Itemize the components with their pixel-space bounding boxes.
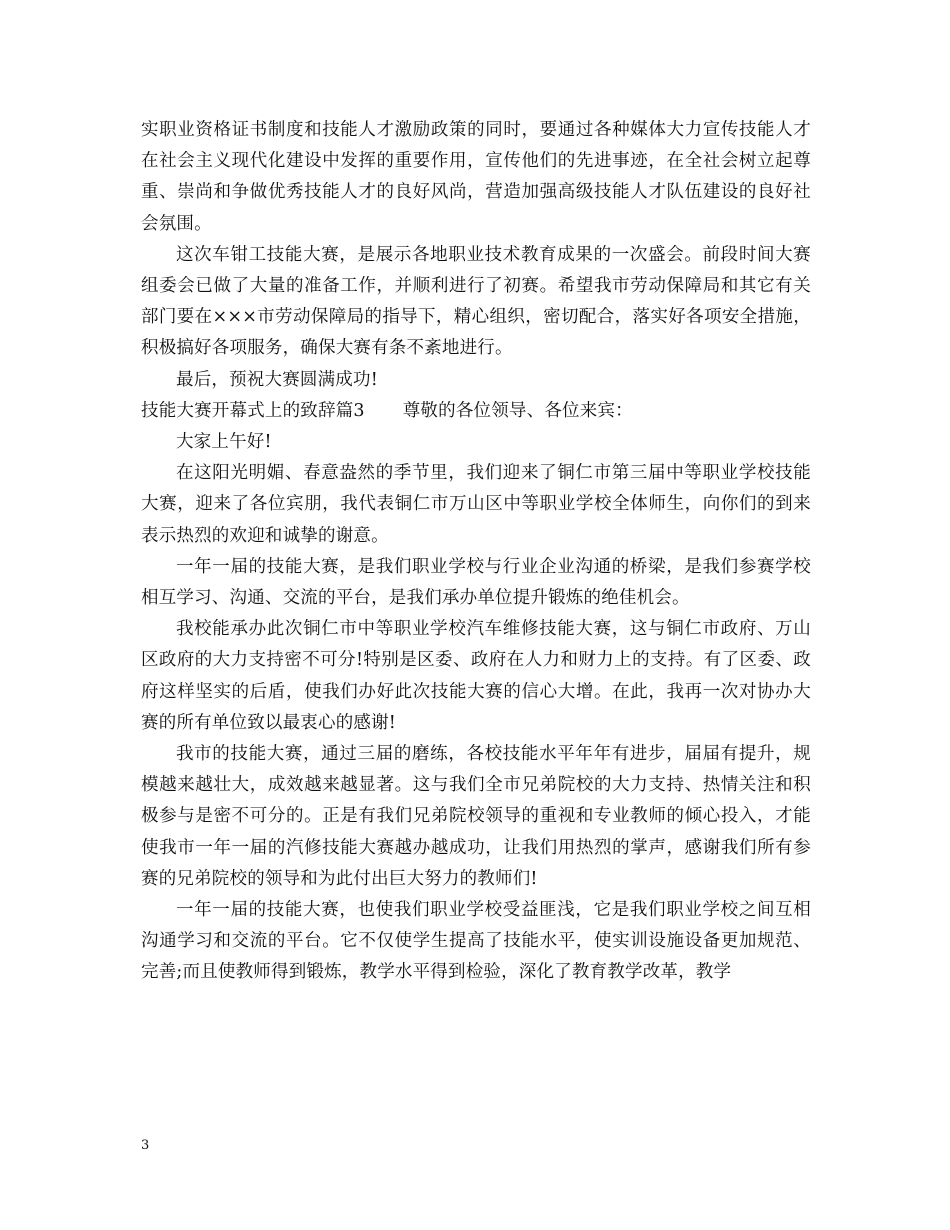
paragraph-6: 我校能承办此次铜仁市中等职业学校汽车维修技能大赛，这与铜仁市政府、万山区政府的大力支持密不可分!特别是区委、政府在人力和财力上的支持。有了区委、政府这样坚实的后盾，使我们办好此次技能大赛的信心大增。在此，我再一次对协办大赛的所有单位致以最衷心的感谢!: [141, 619, 811, 733]
paragraph-2: 这次车钳工技能大赛，是展示各地职业技术教育成果的一次盛会。前段时间大赛组委会已做了大量的准备工作，并顺利进行了初赛。希望我市劳动保障局和其它有关部门要在×××市劳动保障局的指导下，精心组织，密切配合，落实好各项安全措施，积极搞好各项服务，确保大赛有条不紊地进行。: [141, 244, 811, 359]
paragraph-greeting: 大家上午好!: [176, 432, 272, 453]
paragraph-4: 在这阳光明媚、春意盎然的季节里，我们迎来了铜仁市第三届中等职业学校技能大赛，迎来了各位宾朋，我代表铜仁市万山区中等职业学校全体师生，向你们的到来表示热烈的欢迎和诚挚的谢意。: [141, 463, 811, 546]
document-body: [141, 115, 811, 989]
paragraph-3: 最后，预祝大赛圆满成功!: [176, 369, 378, 390]
page-number: 3: [141, 1138, 150, 1153]
paragraph-5: 一年一届的技能大赛，是我们职业学校与行业企业沟通的桥梁，是我们参赛学校相互学习、沟通、交流的平台，是我们承办单位提升锻炼的绝佳机会。: [141, 556, 811, 609]
paragraph-8: 一年一届的技能大赛，也使我们职业学校受益匪浅，它是我们职业学校之间互相沟通学习和交流的平台。它不仅使学生提高了技能水平，使实训设施设备更加规范、完善;而且使教师得到锻炼，教学水平得到检验，深化了教育教学改革，教学: [141, 900, 811, 983]
section-heading-line: [141, 396, 811, 427]
paragraph-7: 我市的技能大赛，通过三届的磨练，各校技能水平年年有进步，届届有提升，规模越来越壮大，成效越来越显著。这与我们全市兄弟院校的大力支持、热情关注和积极参与是密不可分的。正是有我们兄弟院校领导的重视和专业教师的倾心投入，才能使我市一年一届的汽修技能大赛越办越成功，让我们用热烈的掌声，感谢我们所有参赛的兄弟院校的领导和为此付出巨大努力的教师们!: [141, 744, 811, 889]
salutation: 尊敬的各位领导、各位来宾：: [402, 400, 633, 421]
section-title: 技能大赛开幕式上的致辞篇3: [141, 400, 365, 421]
paragraph-1: 实职业资格证书制度和技能人才激励政策的同时，要通过各种媒体大力宣传技能人才在社会主义现代化建设中发挥的重要作用，宣传他们的先进事迹，在全社会树立起尊重、崇尚和争做优秀技能人才的良好风尚，营造加强高级技能人才队伍建设的良好社会氛围。: [141, 120, 811, 234]
